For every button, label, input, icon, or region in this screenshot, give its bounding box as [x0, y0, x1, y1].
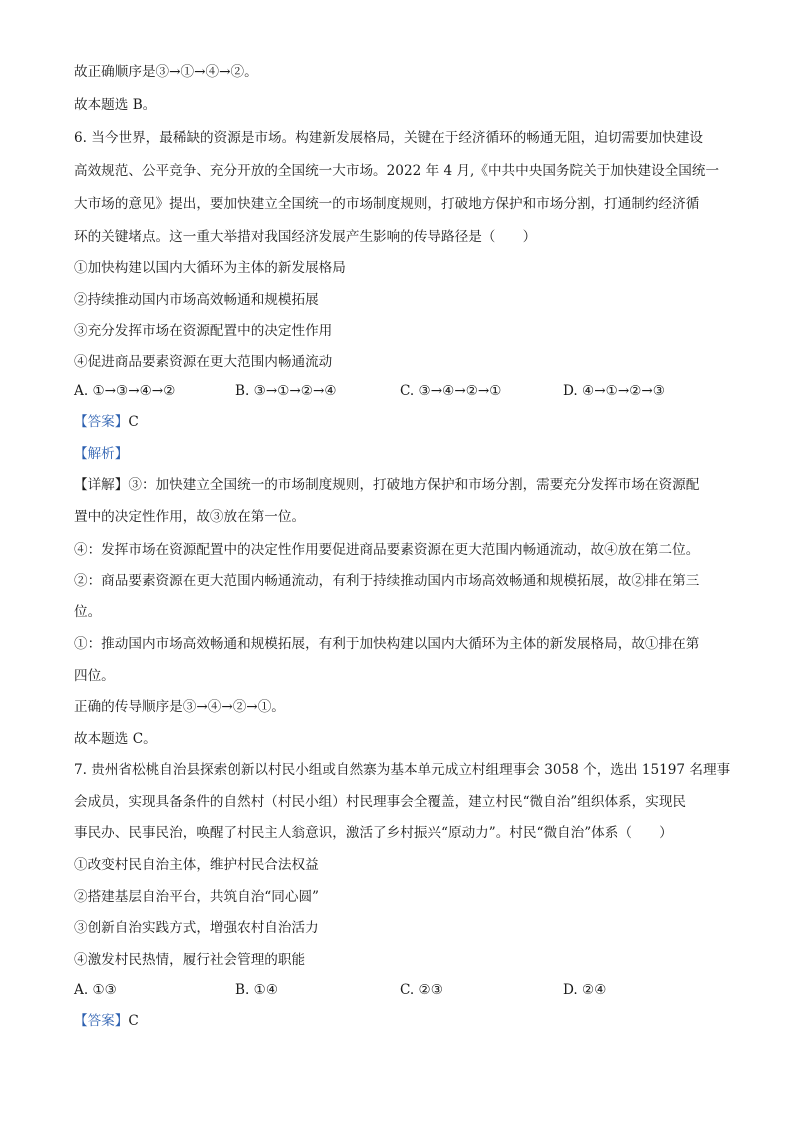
analysis-tag: 【解析】 [74, 446, 129, 462]
detail-tag: 【详解】 [74, 477, 129, 493]
q6-stem-line: 6. 当今世界，最稀缺的资源是市场。构建新发展格局，关键在于经济循环的畅通无阻，迫切需要加快建设 [74, 130, 704, 146]
q7-answer-line [74, 1011, 734, 1031]
prev-order-line: 故正确顺序是③→①→④→②。 [74, 64, 258, 80]
q6-detail-line: 置中的决定性作用，故③放在第一位。 [74, 509, 306, 525]
q6-detail-line: 故本题选 C。 [74, 731, 157, 747]
q6-item: ①加快构建以国内大循环为主体的新发展格局 [74, 260, 346, 276]
q6-detail-line: ④：发挥市场在资源配置中的决定性作用要促进商品要素资源在更大范围内畅通流动，故④放在第二位。 [74, 542, 700, 558]
q6-detail-line: ①：推动国内市场高效畅通和规模拓展，有利于加快构建以国内大循环为主体的新发展格局，故①排在第 [74, 636, 700, 652]
prev-choice-line: 故本题选 B。 [74, 97, 157, 113]
answer-tag: 【答案】 [74, 1013, 129, 1029]
q7-option-a: A. ①③ [74, 982, 117, 998]
q6-options [74, 381, 734, 401]
q7-item: ②搭建基层自治平台，共筑自治“同心圆” [74, 889, 319, 905]
q6-item: ④促进商品要素资源在更大范围内畅通流动 [74, 354, 333, 370]
q7-item: ③创新自治实践方式，增强农村自治活力 [74, 920, 319, 936]
q6-detail-line: 位。 [74, 604, 102, 620]
q6-detail-line: 四位。 [74, 668, 115, 684]
q7-item: ①改变村民自治主体，维护村民合法权益 [74, 857, 319, 873]
q6-item: ③充分发挥市场在资源配置中的决定性作用 [74, 323, 333, 339]
q6-option-a: A. ①→③→④→② [74, 383, 176, 399]
q7-options [74, 980, 734, 1000]
q6-option-b: B. ③→①→②→④ [235, 383, 337, 399]
detail-text: ③：加快建立全国统一的市场制度规则，打破地方保护和市场分割，需要充分发挥市场在资源配 [128, 477, 700, 493]
q6-stem-line: 高效规范、公平竞争、充分开放的全国统一大市场。2022 年 4 月,《中共中央国务院关于加快建设全国统一 [74, 163, 720, 179]
q6-detail-line: ②：商品要素资源在更大范围内畅通流动，有利于持续推动国内市场高效畅通和规模拓展，故②排在第三 [74, 573, 700, 589]
answer-tag: 【答案】 [74, 414, 129, 430]
q6-option-c: C. ③→④→②→① [400, 383, 502, 399]
q6-answer-line [74, 412, 734, 432]
q7-item: ④激发村民热情，履行社会管理的职能 [74, 952, 306, 968]
q7-option-d: D. ②④ [563, 982, 607, 998]
q6-stem-line: 大市场的意见》提出，要加快建立全国统一的市场制度规则，打破地方保护和市场分割，打通制约经济循 [74, 196, 700, 212]
q6-stem-line: 环的关键堵点。这一重大举措对我国经济发展产生影响的传导路径是（ ） [74, 229, 537, 245]
q6-detail-line: 正确的传导顺序是③→④→②→①。 [74, 699, 285, 715]
q7-stem-line: 会成员，实现具备条件的自然村（村民小组）村民理事会全覆盖，建立村民“微自治”组织体系，实现民 [74, 794, 687, 810]
answer-value: C [128, 1013, 139, 1029]
q7-option-c: C. ②③ [400, 982, 443, 998]
answer-value: C [128, 414, 139, 430]
q7-stem-line: 事民办、民事民治，唤醒了村民主人翁意识，激活了乡村振兴“原动力”。村民“微自治”体系（ ） [74, 825, 673, 841]
q6-detail-line [74, 475, 734, 495]
q6-option-d: D. ④→①→②→③ [563, 383, 665, 399]
q7-stem-line: 7. 贵州省松桃自治县探索创新以村民小组或自然寨为基本单元成立村组理事会 3058 个，选出 15197 名理事 [74, 762, 731, 778]
q7-option-b: B. ①④ [235, 982, 279, 998]
q6-analysis-line [74, 444, 734, 464]
q6-item: ②持续推动国内市场高效畅通和规模拓展 [74, 292, 319, 308]
